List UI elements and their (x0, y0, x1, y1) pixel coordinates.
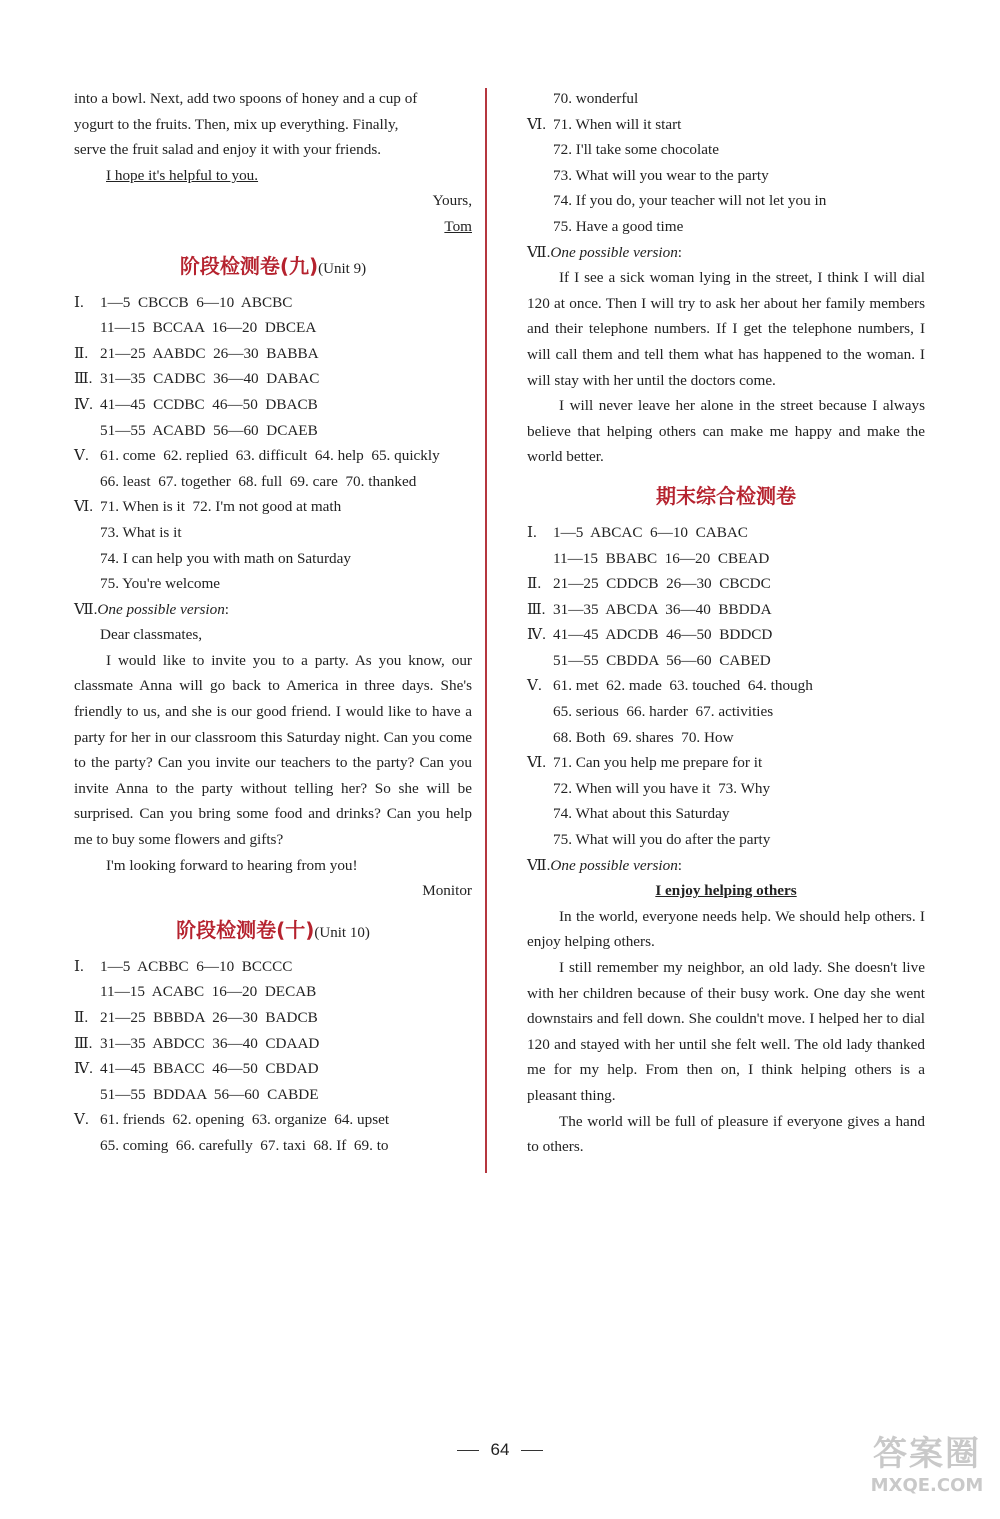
answer-line (527, 673, 925, 699)
answer-text: 11—15 BCCAA 16—20 DBCEA (100, 319, 317, 337)
answer-line (527, 86, 925, 112)
signature: Monitor (422, 882, 472, 900)
section-title-unit10: 阶段检测卷(十)(Unit 10) (176, 917, 370, 942)
answer-text: 72. I'll take some chocolate (553, 141, 719, 159)
section-numeral: Ⅴ. (527, 677, 542, 695)
answer-text: 74. What about this Saturday (553, 805, 730, 823)
sign-yours: Yours, (432, 192, 472, 210)
answer-text: 51—55 ACABD 56—60 DCAEB (100, 421, 318, 439)
answer-text: 31—35 CADBC 36—40 DABAC (100, 370, 320, 388)
answer-line (74, 469, 472, 495)
answer-text: 71. When is it 72. I'm not good at math (100, 498, 342, 516)
answer-line (74, 520, 472, 546)
letter-closing: I'm looking forward to hearing from you! (106, 856, 358, 874)
answer-text: 41—45 CCDBC 46—50 DBACB (100, 395, 318, 413)
answer-line (527, 776, 925, 802)
section-numeral: Ⅳ. (74, 1060, 93, 1078)
answer-line (527, 622, 925, 648)
answer-text: 61. friends 62. opening 63. organize 64. upset (100, 1111, 390, 1129)
answer-text: 65. coming 66. carefully 67. taxi 68. If 69. to (100, 1136, 389, 1154)
answer-line (74, 1082, 472, 1108)
answer-line (74, 1031, 472, 1057)
answer-line (74, 979, 472, 1005)
section-numeral: Ⅵ. (74, 498, 94, 516)
answer-text: 70. wonderful (553, 90, 639, 107)
closing-line: I hope it's helpful to you. (106, 166, 259, 184)
greeting: Dear classmates, (100, 626, 203, 644)
answer-text: 75. What will you do after the party (553, 831, 771, 849)
section-title-unit9: 阶段检测卷(九)(Unit 9) (179, 253, 367, 278)
answer-text: 21—25 AABDC 26—30 BABBA (100, 344, 319, 362)
answer-text: 1—5 ACBBC 6—10 BCCCC (100, 957, 293, 975)
section-numeral: Ⅱ. (74, 344, 89, 362)
answer-text: 75. You're welcome (100, 575, 221, 593)
text-line: into a bowl. Next, add two spoons of honey and a cup of (74, 90, 418, 107)
version-label-line: Ⅶ.One possible version: (527, 243, 683, 261)
answer-text: 66. least 67. together 68. full 69. care 70. thanked (100, 472, 417, 490)
answer-line (527, 571, 925, 597)
answer-text: 51—55 CBDDA 56—60 CABED (553, 651, 771, 669)
text-line: yogurt to the fruits. Then, mix up everything. Finally, (74, 115, 399, 133)
watermark-top: 答案圈 (873, 1434, 981, 1474)
answer-text: 73. What will you wear to the party (553, 166, 769, 184)
answer-text: 75. Have a good time (553, 217, 684, 235)
answer-line (527, 546, 925, 572)
essay-paragraph: I still remember my neighbor, an old lady. She doesn't live with her children because of their busy work. One day she went downstairs and fell down. She couldn't move. I helped her to dial 120 and stayed with her until she felt well. The old lady thanked me for my help. From then on, I think helping others is a pleasant thing. (527, 959, 925, 1104)
answer-text: 11—15 ACABC 16—20 DECAB (100, 983, 317, 1001)
answer-text: 65. serious 66. harder 67. activities (553, 703, 774, 721)
answer-line (74, 571, 472, 597)
section-numeral: Ⅲ. (74, 370, 93, 388)
answer-line (527, 520, 925, 546)
answer-line (527, 597, 925, 623)
section-title-final: 期末综合检测卷 (656, 483, 796, 508)
final-answers (527, 520, 925, 853)
answer-line (527, 827, 925, 853)
answer-line (74, 366, 472, 392)
unit9-answers (74, 290, 472, 597)
sign-name: Tom (444, 217, 472, 235)
answer-line (74, 418, 472, 444)
section-numeral: Ⅲ. (74, 1034, 93, 1052)
answer-text: 71. Can you help me prepare for it (553, 754, 763, 772)
answer-text: 11—15 BBABC 16—20 CBEAD (553, 549, 770, 567)
section-numeral: Ⅵ. (527, 754, 547, 772)
version-label-line: Ⅶ.One possible version: (527, 856, 683, 874)
answer-text: 31—35 ABDCC 36—40 CDAAD (100, 1034, 320, 1052)
answer-text: 61. met 62. made 63. touched 64. though (553, 677, 813, 695)
unit10-answers (74, 954, 472, 1159)
essay-paragraph: If I see a sick woman lying in the street, I think I will dial 120 at once. Then I will try to ask her about her family members and their telephone numbers. If I get the telephone numbers, I will call them and tell them what has happened to the woman. I will stay with her until the doctors come. (527, 269, 925, 389)
right-column (527, 86, 925, 1160)
answer-line (527, 214, 925, 240)
answer-line (527, 801, 925, 827)
section-numeral: Ⅵ. (527, 115, 547, 133)
essay-paragraph: I will never leave her alone in the street because I always believe that helping others can make me happy and make the world better. (527, 397, 925, 466)
answer-line (74, 1056, 472, 1082)
answer-line (74, 290, 472, 316)
answer-line (74, 954, 472, 980)
answer-line (74, 1107, 472, 1133)
watermark-logo (868, 1434, 986, 1510)
answer-text: 41—45 ADCDB 46—50 BDDCD (553, 626, 773, 644)
unit10-continued-answers (527, 86, 925, 240)
column-divider (485, 88, 487, 1173)
answer-line (74, 494, 472, 520)
answer-line (74, 315, 472, 341)
answer-line (527, 750, 925, 776)
answer-text: 74. I can help you with math on Saturday (100, 549, 351, 567)
answer-text: 21—25 CDDCB 26—30 CBCDC (553, 575, 771, 593)
answer-text: 31—35 ABCDA 36—40 BBDDA (553, 600, 772, 618)
section-numeral: Ⅰ. (74, 293, 84, 311)
answer-line (74, 392, 472, 418)
essay-paragraph: The world will be full of pleasure if everyone gives a hand to others. (527, 1112, 925, 1156)
answer-line (74, 341, 472, 367)
answer-text: 72. When will you have it 73. Why (553, 779, 771, 797)
intro-paragraph (74, 86, 472, 163)
page-number: 64 (0, 1440, 1000, 1460)
answer-text: 1—5 ABCAC 6—10 CABAC (553, 523, 748, 541)
essay-title: I enjoy helping others (655, 882, 797, 900)
answer-line (74, 443, 472, 469)
answer-text: 73. What is it (100, 523, 182, 541)
answer-line (74, 1005, 472, 1031)
answer-line (527, 137, 925, 163)
answer-line (74, 1133, 472, 1159)
answer-line (527, 112, 925, 138)
answer-text: 41—45 BBACC 46—50 CBDAD (100, 1060, 319, 1078)
answer-text: 21—25 BBBDA 26—30 BADCB (100, 1009, 318, 1026)
section-numeral: Ⅳ. (74, 395, 93, 413)
answer-line (527, 188, 925, 214)
answer-line (527, 163, 925, 189)
answer-text: 1—5 CBCCB 6—10 ABCBC (100, 293, 293, 311)
answer-text: 71. When will it start (553, 115, 682, 133)
essay-paragraph: I would like to invite you to a party. As you know, our classmate Anna will go back to America in three days. She's friendly to us, and she is our good friend. I would like to have a party for her in our classroom this Saturday night. Can you come to the party? Can you invite our teachers to the party? Can you invite Anna to the party without telling her? So she will be surprised. Can you bring some food and drinks? Can you help me to buy some flowers and gifts? (74, 651, 472, 849)
version-label-line: Ⅶ.One possible version: (74, 600, 230, 618)
section-numeral: Ⅳ. (527, 626, 546, 644)
section-numeral: Ⅱ. (74, 1009, 89, 1026)
answer-line (74, 546, 472, 572)
section-numeral: Ⅴ. (74, 1111, 89, 1129)
essay-paragraph: In the world, everyone needs help. We should help others. I enjoy helping others. (527, 907, 925, 951)
text-line: serve the fruit salad and enjoy it with your friends. (74, 141, 382, 159)
section-numeral: Ⅴ. (74, 447, 89, 465)
answer-text: 74. If you do, your teacher will not let you in (553, 192, 827, 210)
section-numeral: Ⅰ. (527, 523, 537, 541)
answer-line (527, 648, 925, 674)
answer-text: 61. come 62. replied 63. difficult 64. help 65. quickly (100, 447, 440, 465)
left-column (74, 86, 472, 1159)
answer-text: 68. Both 69. shares 70. How (553, 728, 734, 746)
answer-text: 51—55 BDDAA 56—60 CABDE (100, 1085, 319, 1103)
section-numeral: Ⅱ. (527, 575, 542, 593)
section-numeral: Ⅲ. (527, 600, 546, 618)
answer-line (527, 725, 925, 751)
answer-line (527, 699, 925, 725)
section-numeral: Ⅰ. (74, 957, 84, 975)
watermark-bottom: MXQE.COM (870, 1475, 984, 1496)
